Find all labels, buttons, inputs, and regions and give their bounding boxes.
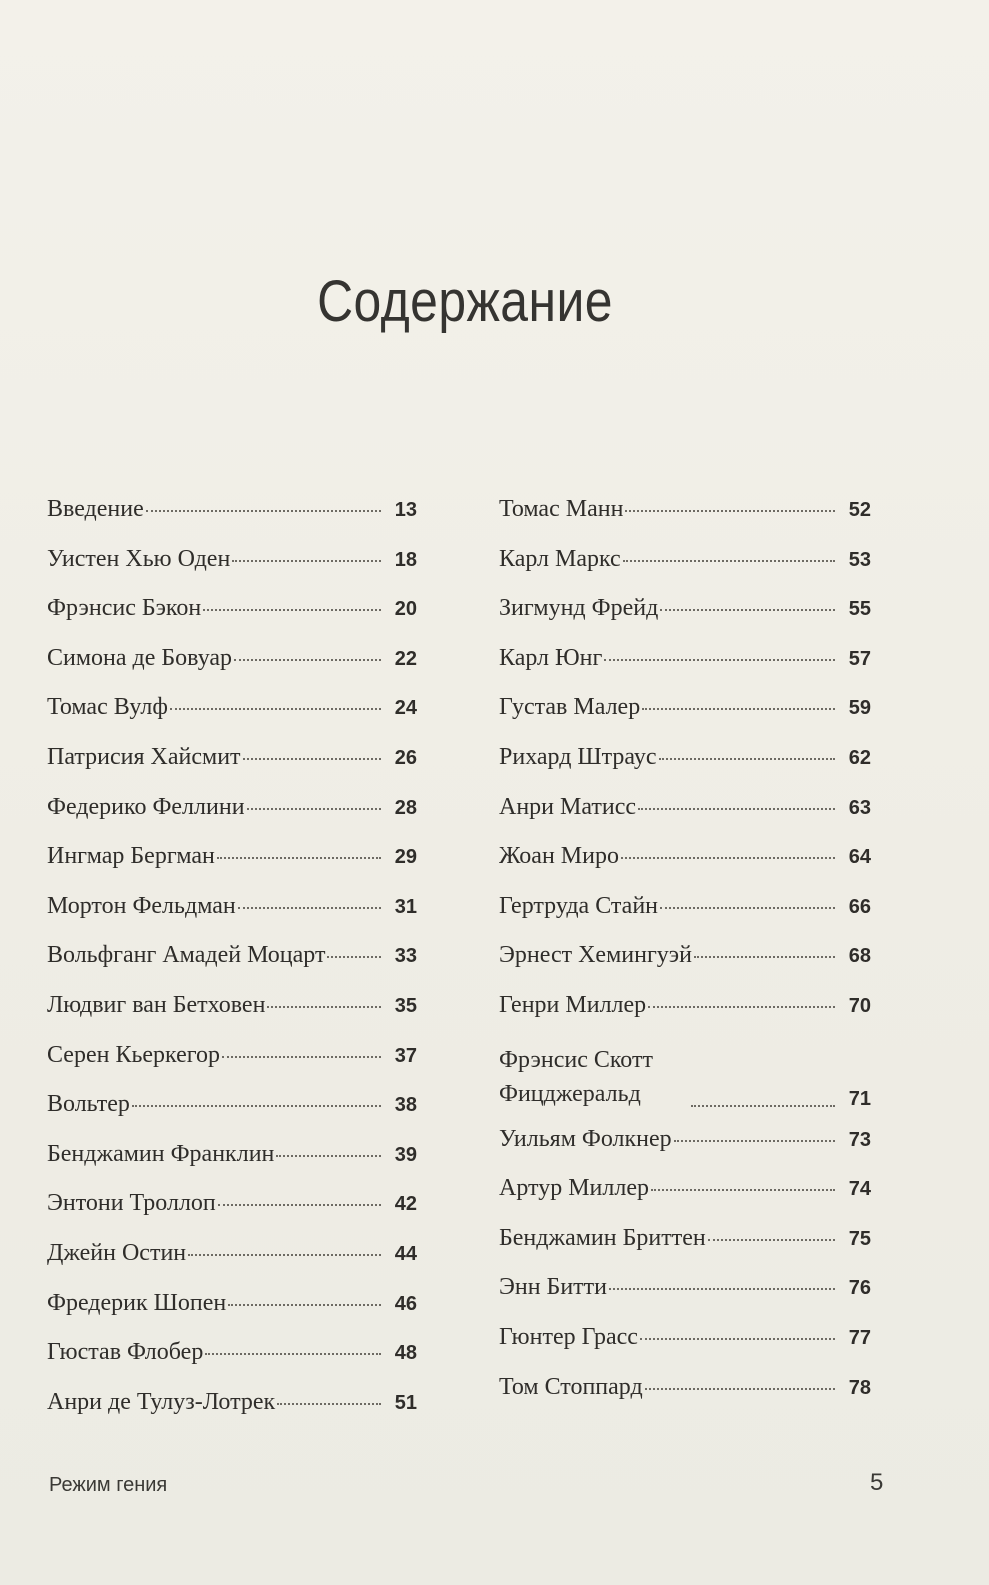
toc-entry-page: 46 [394, 1292, 417, 1315]
dot-leader [188, 1254, 381, 1256]
toc-entry-name: Жоан Миро [499, 843, 619, 870]
toc-entry-page: 13 [394, 499, 417, 521]
toc-entry-page: 68 [848, 945, 871, 968]
toc-entry-page: 22 [394, 647, 417, 670]
toc-entry-name: Вольтер [47, 1091, 130, 1118]
toc-entry-page: 44 [394, 1242, 417, 1265]
toc-entry-page: 74 [848, 1178, 871, 1201]
dot-leader [234, 659, 381, 661]
toc-entry [47, 546, 417, 596]
toc-entry [499, 1374, 871, 1424]
toc-entry [47, 1091, 417, 1141]
toc-entry-name: Артур Миллер [499, 1175, 649, 1202]
toc-entry [499, 992, 871, 1042]
dot-leader [645, 1388, 835, 1390]
page-number: 5 [870, 1469, 884, 1496]
toc-entry [499, 694, 871, 744]
toc-entry-page: 51 [394, 1391, 417, 1414]
toc-entry-page: 55 [848, 598, 871, 621]
dot-leader [327, 956, 381, 958]
toc-entry-page: 62 [848, 746, 871, 769]
toc-entry-name: Энн Битти [499, 1274, 607, 1301]
toc-entry [47, 1339, 417, 1389]
toc-entry-name: Том Стоппард [499, 1373, 643, 1400]
toc-entry-name: Федерико Феллини [47, 793, 245, 820]
toc-entry [499, 893, 871, 943]
toc-column-left [47, 496, 417, 1438]
toc-entry-name: Симона де Бовуар [47, 644, 233, 671]
toc-entry [47, 1240, 417, 1290]
toc-entry-page: 33 [394, 945, 417, 968]
toc-entry-name: Джейн Остин [47, 1239, 187, 1266]
toc-entry [499, 595, 871, 645]
toc-entry [47, 1141, 417, 1191]
toc-entry [47, 1190, 417, 1240]
toc-entry-name: Гюнтер Грасс [499, 1323, 638, 1350]
toc-entry-name: Вольфганг Амадей Моцарт [47, 942, 326, 969]
toc-entry [47, 694, 417, 744]
toc-entry [499, 645, 871, 695]
toc-entry [47, 496, 417, 546]
toc-entry-page: 18 [394, 548, 417, 571]
dot-leader [694, 956, 835, 958]
toc-entry [499, 942, 871, 992]
toc-entry-name: Томас Вулф [47, 694, 168, 721]
dot-leader [642, 708, 835, 710]
dot-leader [170, 708, 381, 710]
toc-entry-name: Уистен Хью Оден [47, 545, 231, 572]
dot-leader [267, 1006, 381, 1008]
toc-entry-page: 31 [394, 895, 417, 918]
toc-entry-page: 75 [848, 1227, 871, 1250]
toc-entry [499, 744, 871, 794]
toc-entry-name: Фрэнсис Скотт Фицджеральд [499, 1046, 653, 1107]
dot-leader [691, 1105, 835, 1107]
dot-leader [222, 1056, 381, 1058]
toc-entry-name: Анри Матисс [499, 793, 637, 820]
toc-entry [499, 1126, 871, 1176]
toc-entry-name: Фрэнсис Бэкон [47, 595, 202, 622]
toc-entry [47, 595, 417, 645]
toc-entry-page: 20 [394, 598, 417, 621]
dot-leader [638, 808, 835, 810]
toc-entry-page: 29 [394, 846, 417, 869]
dot-leader [648, 1006, 835, 1008]
dot-leader [217, 857, 381, 859]
toc-entry-name: Уильям Фолкнер [499, 1125, 672, 1152]
dot-leader [621, 857, 835, 859]
toc-entry-page: 38 [394, 1094, 417, 1117]
toc-entry-page: 52 [848, 499, 871, 521]
toc-entry [499, 1324, 871, 1374]
dot-leader [238, 907, 381, 909]
toc-entry-name: Карл Юнг [499, 644, 603, 671]
toc-entry-page: 53 [848, 548, 871, 571]
toc-entry [499, 1175, 871, 1225]
toc-entry [47, 645, 417, 695]
toc-entry-name: Рихард Штраус [499, 743, 657, 770]
toc-entry-name: Патрисия Хайсмит [47, 743, 241, 770]
toc-entry-page: 71 [848, 1087, 871, 1110]
dot-leader [660, 609, 835, 611]
toc-entry-name: Анри де Тулуз-Лотрек [47, 1388, 276, 1415]
toc-entry [499, 1274, 871, 1324]
dot-leader [277, 1403, 381, 1405]
toc-entry-name: Томас Манн [499, 496, 624, 522]
toc-entry-page: 77 [848, 1326, 871, 1349]
toc-entry [499, 794, 871, 844]
toc-entry [499, 843, 871, 893]
toc-entry-name: Генри Миллер [499, 991, 647, 1018]
toc-entry-name: Энтони Троллоп [47, 1190, 216, 1217]
dot-leader [203, 609, 381, 611]
page-title: Содержание [317, 269, 613, 334]
toc-entry-page: 26 [394, 746, 417, 769]
toc-entry-page: 63 [848, 796, 871, 819]
toc-entry-name: Серен Кьеркегор [47, 1041, 221, 1068]
dot-leader [243, 758, 381, 760]
toc-entry-name: Введение [47, 496, 144, 522]
toc-entry [47, 794, 417, 844]
toc-entry-page: 57 [848, 647, 871, 670]
dot-leader [228, 1304, 381, 1306]
dot-leader [623, 560, 835, 562]
toc-entry [499, 1042, 871, 1126]
toc-entry-name: Бенджамин Бриттен [499, 1224, 706, 1251]
toc-entry-name: Густав Малер [499, 694, 641, 721]
dot-leader [659, 758, 836, 760]
toc-entry [47, 1389, 417, 1439]
toc-entry-page: 35 [394, 994, 417, 1017]
toc-entry-name: Эрнест Хемингуэй [499, 942, 692, 969]
toc-entry-page: 37 [394, 1044, 417, 1067]
toc-entry-name: Ингмар Бергман [47, 843, 215, 870]
dot-leader [218, 1204, 381, 1206]
dot-leader [132, 1105, 381, 1107]
dot-leader [609, 1288, 835, 1290]
toc-entry-name: Зигмунд Фрейд [499, 595, 659, 622]
running-footer-title: Режим гения [49, 1474, 168, 1496]
toc-entry-name: Мортон Фельдман [47, 892, 236, 919]
toc-entry [499, 496, 871, 546]
toc-entry-page: 39 [394, 1143, 417, 1166]
toc-entry-page: 70 [848, 994, 871, 1017]
dot-leader [674, 1140, 835, 1142]
dot-leader [640, 1338, 835, 1340]
toc-entry-name: Гюстав Флобер [47, 1339, 204, 1366]
toc-entry-name: Людвиг ван Бетховен [47, 991, 266, 1018]
toc-entry-page: 28 [394, 796, 417, 819]
toc-column-right [499, 496, 871, 1423]
toc-entry-page: 66 [848, 895, 871, 918]
toc-entry-page: 24 [394, 697, 417, 720]
toc-entry [47, 744, 417, 794]
toc-entry-name: Карл Маркс [499, 545, 621, 572]
toc-entry-page: 59 [848, 697, 871, 720]
dot-leader [708, 1239, 835, 1241]
toc-entry-page: 73 [848, 1128, 871, 1151]
toc-entry [499, 1225, 871, 1275]
toc-entry [47, 992, 417, 1042]
dot-leader [232, 560, 381, 562]
toc-entry-page: 78 [848, 1376, 871, 1399]
toc-entry [47, 1290, 417, 1340]
toc-entry-page: 64 [848, 846, 871, 869]
dot-leader [146, 510, 381, 512]
dot-leader [205, 1353, 381, 1355]
toc-entry [47, 843, 417, 893]
toc-entry [499, 546, 871, 596]
toc-entry [47, 1042, 417, 1092]
toc-entry-name: Гертруда Стайн [499, 892, 659, 919]
toc-entry-page: 76 [848, 1277, 871, 1300]
toc-entry [47, 942, 417, 992]
toc-entry [47, 893, 417, 943]
dot-leader [625, 510, 835, 512]
toc-entry-name: Бенджамин Франклин [47, 1140, 275, 1167]
dot-leader [651, 1189, 835, 1191]
dot-leader [276, 1155, 381, 1157]
toc-entry-page: 42 [394, 1193, 417, 1216]
dot-leader [247, 808, 381, 810]
toc-entry-name: Фредерик Шопен [47, 1289, 227, 1316]
toc-entry-page: 48 [394, 1342, 417, 1365]
dot-leader [604, 659, 835, 661]
dot-leader [660, 907, 835, 909]
